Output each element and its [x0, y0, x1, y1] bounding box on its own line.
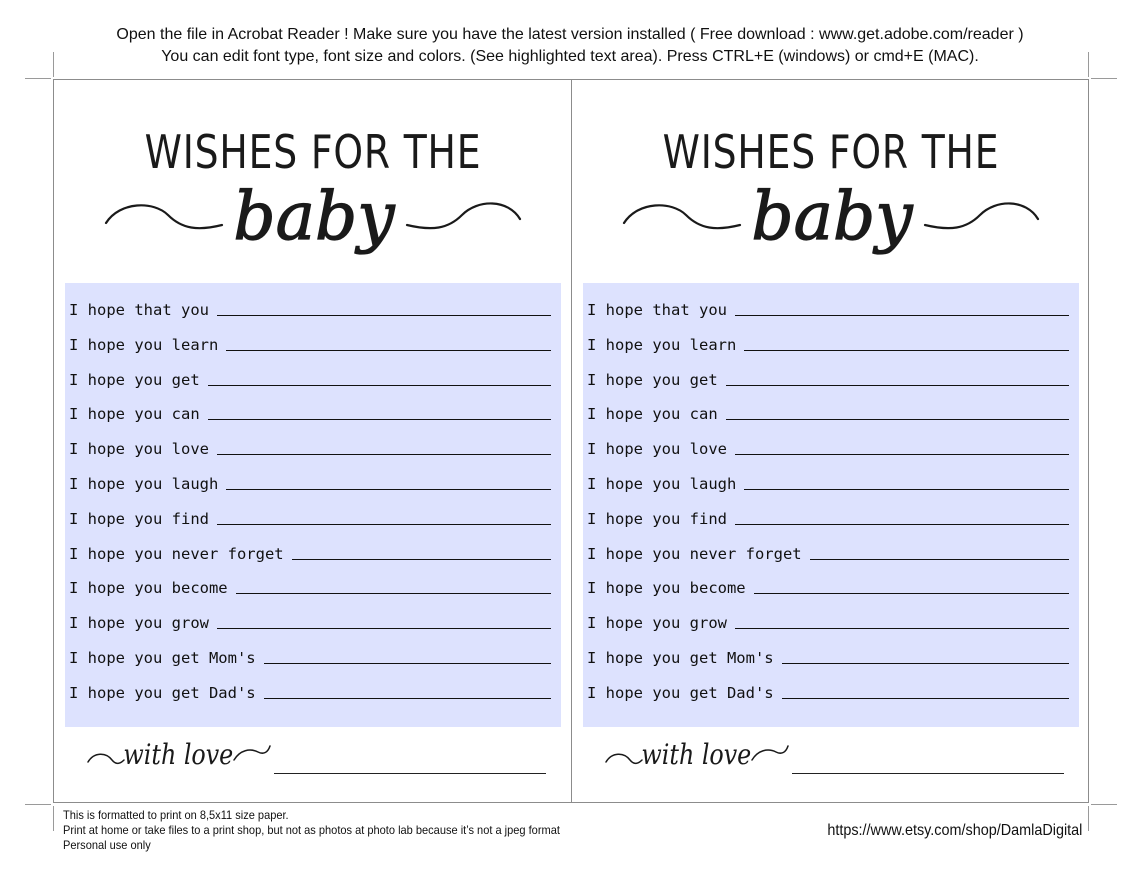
wish-line: [587, 320, 1069, 354]
wish-prompt: I hope you grow: [69, 614, 209, 633]
signature-line[interactable]: [274, 773, 546, 774]
wish-answer-line[interactable]: [264, 662, 551, 664]
printable-sheet: [53, 79, 1089, 803]
print-note-shop: Print at home or take files to a print shop, but not as photos at photo lab because it’s not a jpeg format: [63, 823, 560, 837]
baby-script-text: baby: [751, 178, 913, 255]
wish-line: [587, 529, 1069, 563]
baby-script-text: baby: [233, 178, 395, 255]
crop-mark: [53, 806, 54, 831]
crop-mark: [1091, 78, 1117, 79]
wish-answer-line[interactable]: [726, 418, 1069, 420]
wish-prompt: I hope you learn: [69, 335, 219, 354]
wish-prompt: I hope you become: [587, 579, 746, 598]
wish-prompt: I hope you can: [587, 405, 718, 424]
baby-script-title: [620, 175, 1042, 275]
print-note-paper: This is formatted to print on 8,5x11 size paper.: [63, 808, 289, 822]
wish-prompt: I hope you love: [69, 440, 209, 459]
wishes-panel: [65, 283, 561, 727]
wish-answer-line[interactable]: [810, 558, 1069, 560]
wish-answer-line[interactable]: [744, 349, 1069, 351]
wish-answer-line[interactable]: [735, 314, 1069, 316]
wish-answer-line[interactable]: [754, 592, 1069, 594]
signature-line[interactable]: [792, 773, 1064, 774]
wish-answer-line[interactable]: [208, 418, 551, 420]
with-love-script: [84, 730, 274, 780]
wish-prompt: I hope you never forget: [587, 544, 802, 563]
wish-answer-line[interactable]: [744, 488, 1069, 490]
wish-card-left: [54, 80, 572, 802]
shop-link[interactable]: https://www.etsy.com/shop/DamlaDigital: [826, 822, 1082, 839]
wish-line: [69, 389, 551, 423]
wish-answer-line[interactable]: [264, 697, 551, 699]
crop-mark: [1088, 52, 1089, 77]
print-note-license: Personal use only: [63, 838, 151, 852]
wish-answer-line[interactable]: [292, 558, 551, 560]
wish-line: [587, 459, 1069, 493]
wish-line: [587, 494, 1069, 528]
baby-script-title: [102, 175, 524, 275]
wish-prompt: I hope that you: [587, 301, 727, 319]
instruction-line-1: Open the file in Acrobat Reader ! Make sure you have the latest version installed ( Free download : www.get.adobe.com/reader ): [116, 26, 1024, 43]
wish-line: [587, 598, 1069, 632]
wish-line: [69, 285, 551, 319]
wish-line: [587, 355, 1069, 389]
crop-mark: [1088, 806, 1089, 831]
wish-answer-line[interactable]: [782, 697, 1069, 699]
wish-prompt: I hope you laugh: [69, 475, 219, 493]
wish-prompt: I hope you love: [587, 440, 727, 459]
card-title: WISHES FOR THE: [662, 125, 1000, 179]
wish-line: [587, 563, 1069, 597]
crop-mark: [1091, 804, 1117, 805]
wish-prompt: I hope you find: [69, 509, 209, 528]
wish-line: [69, 494, 551, 528]
wish-prompt: I hope you never forget: [69, 544, 284, 563]
crop-mark: [25, 804, 51, 805]
wishes-panel: [583, 283, 1079, 727]
wish-prompt: I hope you learn: [587, 335, 737, 354]
wish-answer-line[interactable]: [735, 627, 1069, 629]
wish-prompt: I hope you get Mom's: [587, 649, 774, 667]
wish-line: [69, 598, 551, 632]
with-love-script: [602, 730, 792, 780]
wish-answer-line[interactable]: [735, 523, 1069, 525]
card-title: WISHES FOR THE: [144, 125, 482, 179]
wish-line: [69, 633, 551, 667]
instructions-banner: [0, 24, 1140, 68]
wish-prompt: I hope you find: [587, 509, 727, 528]
wish-answer-line[interactable]: [226, 349, 551, 351]
wish-answer-line[interactable]: [217, 523, 551, 525]
wish-line: [69, 529, 551, 563]
wish-prompt: I hope that you: [69, 301, 209, 319]
crop-mark: [53, 52, 54, 77]
wish-line: [587, 285, 1069, 319]
wish-prompt: I hope you get: [587, 370, 718, 389]
wish-prompt: I hope you laugh: [587, 475, 737, 493]
wish-answer-line[interactable]: [217, 314, 551, 316]
wish-line: [69, 424, 551, 458]
wish-answer-line[interactable]: [217, 627, 551, 629]
wish-answer-line[interactable]: [226, 488, 551, 490]
wish-line: [587, 633, 1069, 667]
wish-answer-line[interactable]: [217, 453, 551, 455]
wish-line: [587, 389, 1069, 423]
wish-prompt: I hope you get Dad's: [587, 683, 774, 702]
wish-card-right: [572, 80, 1090, 802]
wish-prompt: I hope you get Mom's: [69, 649, 256, 667]
wish-answer-line[interactable]: [208, 384, 551, 386]
wish-line: [69, 668, 551, 702]
wish-prompt: I hope you get: [69, 370, 200, 389]
instruction-line-2: You can edit font type, font size and colors. (See highlighted text area). Press CTRL+E (windows) or cmd+E (MAC).: [161, 48, 979, 65]
with-love-text: with love: [123, 739, 234, 772]
wish-answer-line[interactable]: [726, 384, 1069, 386]
crop-mark: [25, 78, 51, 79]
wish-line: [69, 320, 551, 354]
wish-prompt: I hope you become: [69, 579, 228, 598]
wish-answer-line[interactable]: [735, 453, 1069, 455]
wish-prompt: I hope you get Dad's: [69, 683, 256, 702]
wish-line: [69, 355, 551, 389]
wish-prompt: I hope you can: [69, 405, 200, 424]
print-notes: [63, 808, 560, 853]
wish-answer-line[interactable]: [236, 592, 551, 594]
wish-answer-line[interactable]: [782, 662, 1069, 664]
wish-line: [587, 668, 1069, 702]
wish-line: [69, 459, 551, 493]
wish-line: [69, 563, 551, 597]
wish-prompt: I hope you grow: [587, 614, 727, 633]
with-love-text: with love: [641, 739, 752, 772]
wish-line: [587, 424, 1069, 458]
